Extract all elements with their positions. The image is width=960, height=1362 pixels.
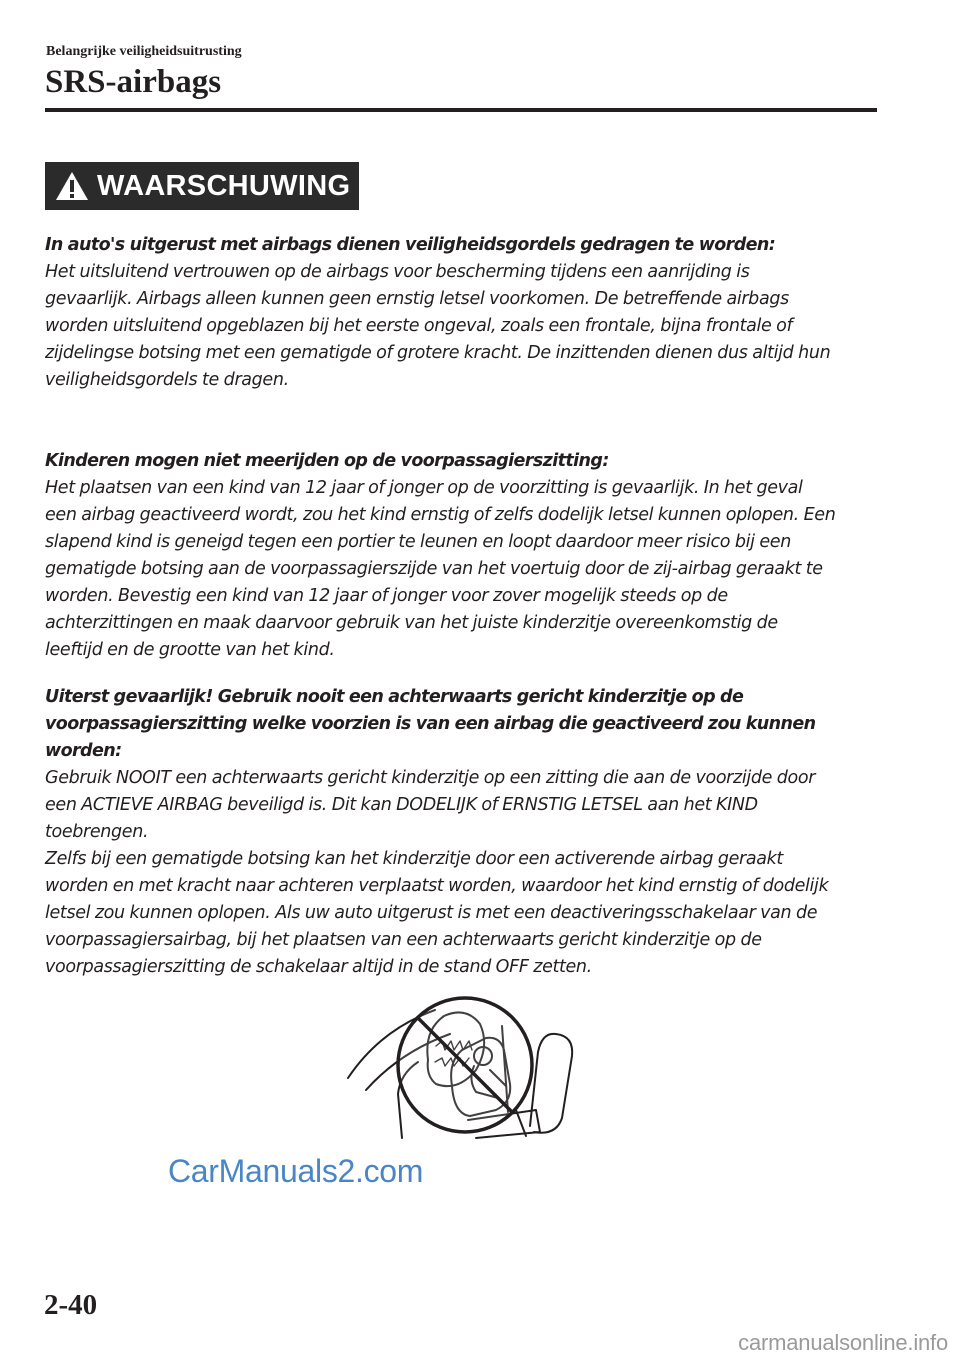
paragraph-2-line: gematigde botsing aan de voorpassagierszijde van het voertuig door de zij-airbag geraakt te: [45, 559, 823, 579]
paragraph-1-line: worden uitsluitend opgeblazen bij het eerste ongeval, zoals een frontale, bijna frontale of: [45, 316, 793, 336]
warning-banner: [45, 162, 359, 210]
paragraph-2-line: Het plaatsen van een kind van 12 jaar of jonger op de voorzitting is gevaarlijk. In het geval: [45, 478, 803, 498]
paragraph-3-line: Gebruik NOOIT een achterwaarts gericht kinderzitje op een zitting die aan de voorzijde door: [45, 768, 816, 788]
prohibited-rear-facing-child-seat-illustration: [340, 990, 590, 1140]
header-rule: [45, 108, 877, 112]
paragraph-1-line: veiligheidsgordels te dragen.: [45, 370, 289, 390]
paragraph-1-line: zijdelingse botsing met een gematigde of grotere kracht. De inzittenden dienen dus altijd hun: [45, 343, 831, 363]
paragraph-3-heading: Uiterst gevaarlijk! Gebruik nooit een achterwaarts gericht kinderzitje op de: [45, 687, 744, 707]
paragraph-2-heading: Kinderen mogen niet meerijden op de voorpassagierszitting:: [45, 451, 609, 471]
paragraph-3-line: Zelfs bij een gematigde botsing kan het kinderzitje door een activerende airbag geraakt: [45, 849, 783, 869]
warning-label: WAARSCHUWING: [97, 169, 351, 202]
paragraph-1-heading: In auto's uitgerust met airbags dienen veiligheidsgordels gedragen te worden:: [45, 235, 776, 255]
paragraph-2-line: leeftijd en de grootte van het kind.: [45, 640, 335, 660]
paragraph-3-line: worden en met kracht naar achteren verplaatst worden, waardoor het kind ernstig of dodelijk: [45, 876, 829, 896]
site-watermark: carmanualsonline.info: [738, 1330, 948, 1355]
paragraph-3-heading: voorpassagierszitting welke voorzien is van een airbag die geactiveerd zou kunnen worden:: [45, 714, 816, 761]
paragraph-3-line: een ACTIEVE AIRBAG beveiligd is. Dit kan DODELIJK of ERNSTIG LETSEL aan het KIND: [45, 795, 758, 815]
paragraph-2-line: een airbag geactiveerd wordt, zou het kind ernstig of zelfs dodelijk letsel kunnen oplopen. Een: [45, 505, 836, 525]
paragraph-3-line: toebrengen.: [45, 822, 149, 842]
paragraph-2-line: slapend kind is geneigd tegen een portier te leunen en loopt daardoor meer risico bij een: [45, 532, 791, 552]
paragraph-3-line: voorpassagiersairbag, bij het plaatsen van een achterwaarts gericht kinderzitje op de: [45, 930, 762, 950]
warning-content: [45, 232, 885, 981]
section-label: Belangrijke veiligheidsuitrusting: [46, 44, 242, 59]
paragraph-2-line: achterzittingen en maak daarvoor gebruik van het juiste kinderzitje overeenkomstig de: [45, 613, 778, 633]
page-title: SRS-airbags: [45, 64, 222, 100]
watermark: CarManuals2.com: [168, 1153, 424, 1189]
paragraph-2-line: worden. Bevestig een kind van 12 jaar of jonger voor zover mogelijk steeds op de: [45, 586, 728, 606]
page-number: 2-40: [44, 1289, 98, 1321]
paragraph-3-line: voorpassagierszitting de schakelaar altijd in de stand OFF zetten.: [45, 957, 592, 977]
warning-triangle-icon: [55, 171, 89, 201]
paragraph-1-line: gevaarlijk. Airbags alleen kunnen geen ernstig letsel voorkomen. De betreffende airbags: [45, 289, 789, 309]
paragraph-3-line: letsel zou kunnen oplopen. Als uw auto uitgerust is met een deactiveringsschakelaar van de: [45, 903, 818, 923]
paragraph-1-line: Het uitsluitend vertrouwen op de airbags voor bescherming tijdens een aanrijding is: [45, 262, 750, 282]
